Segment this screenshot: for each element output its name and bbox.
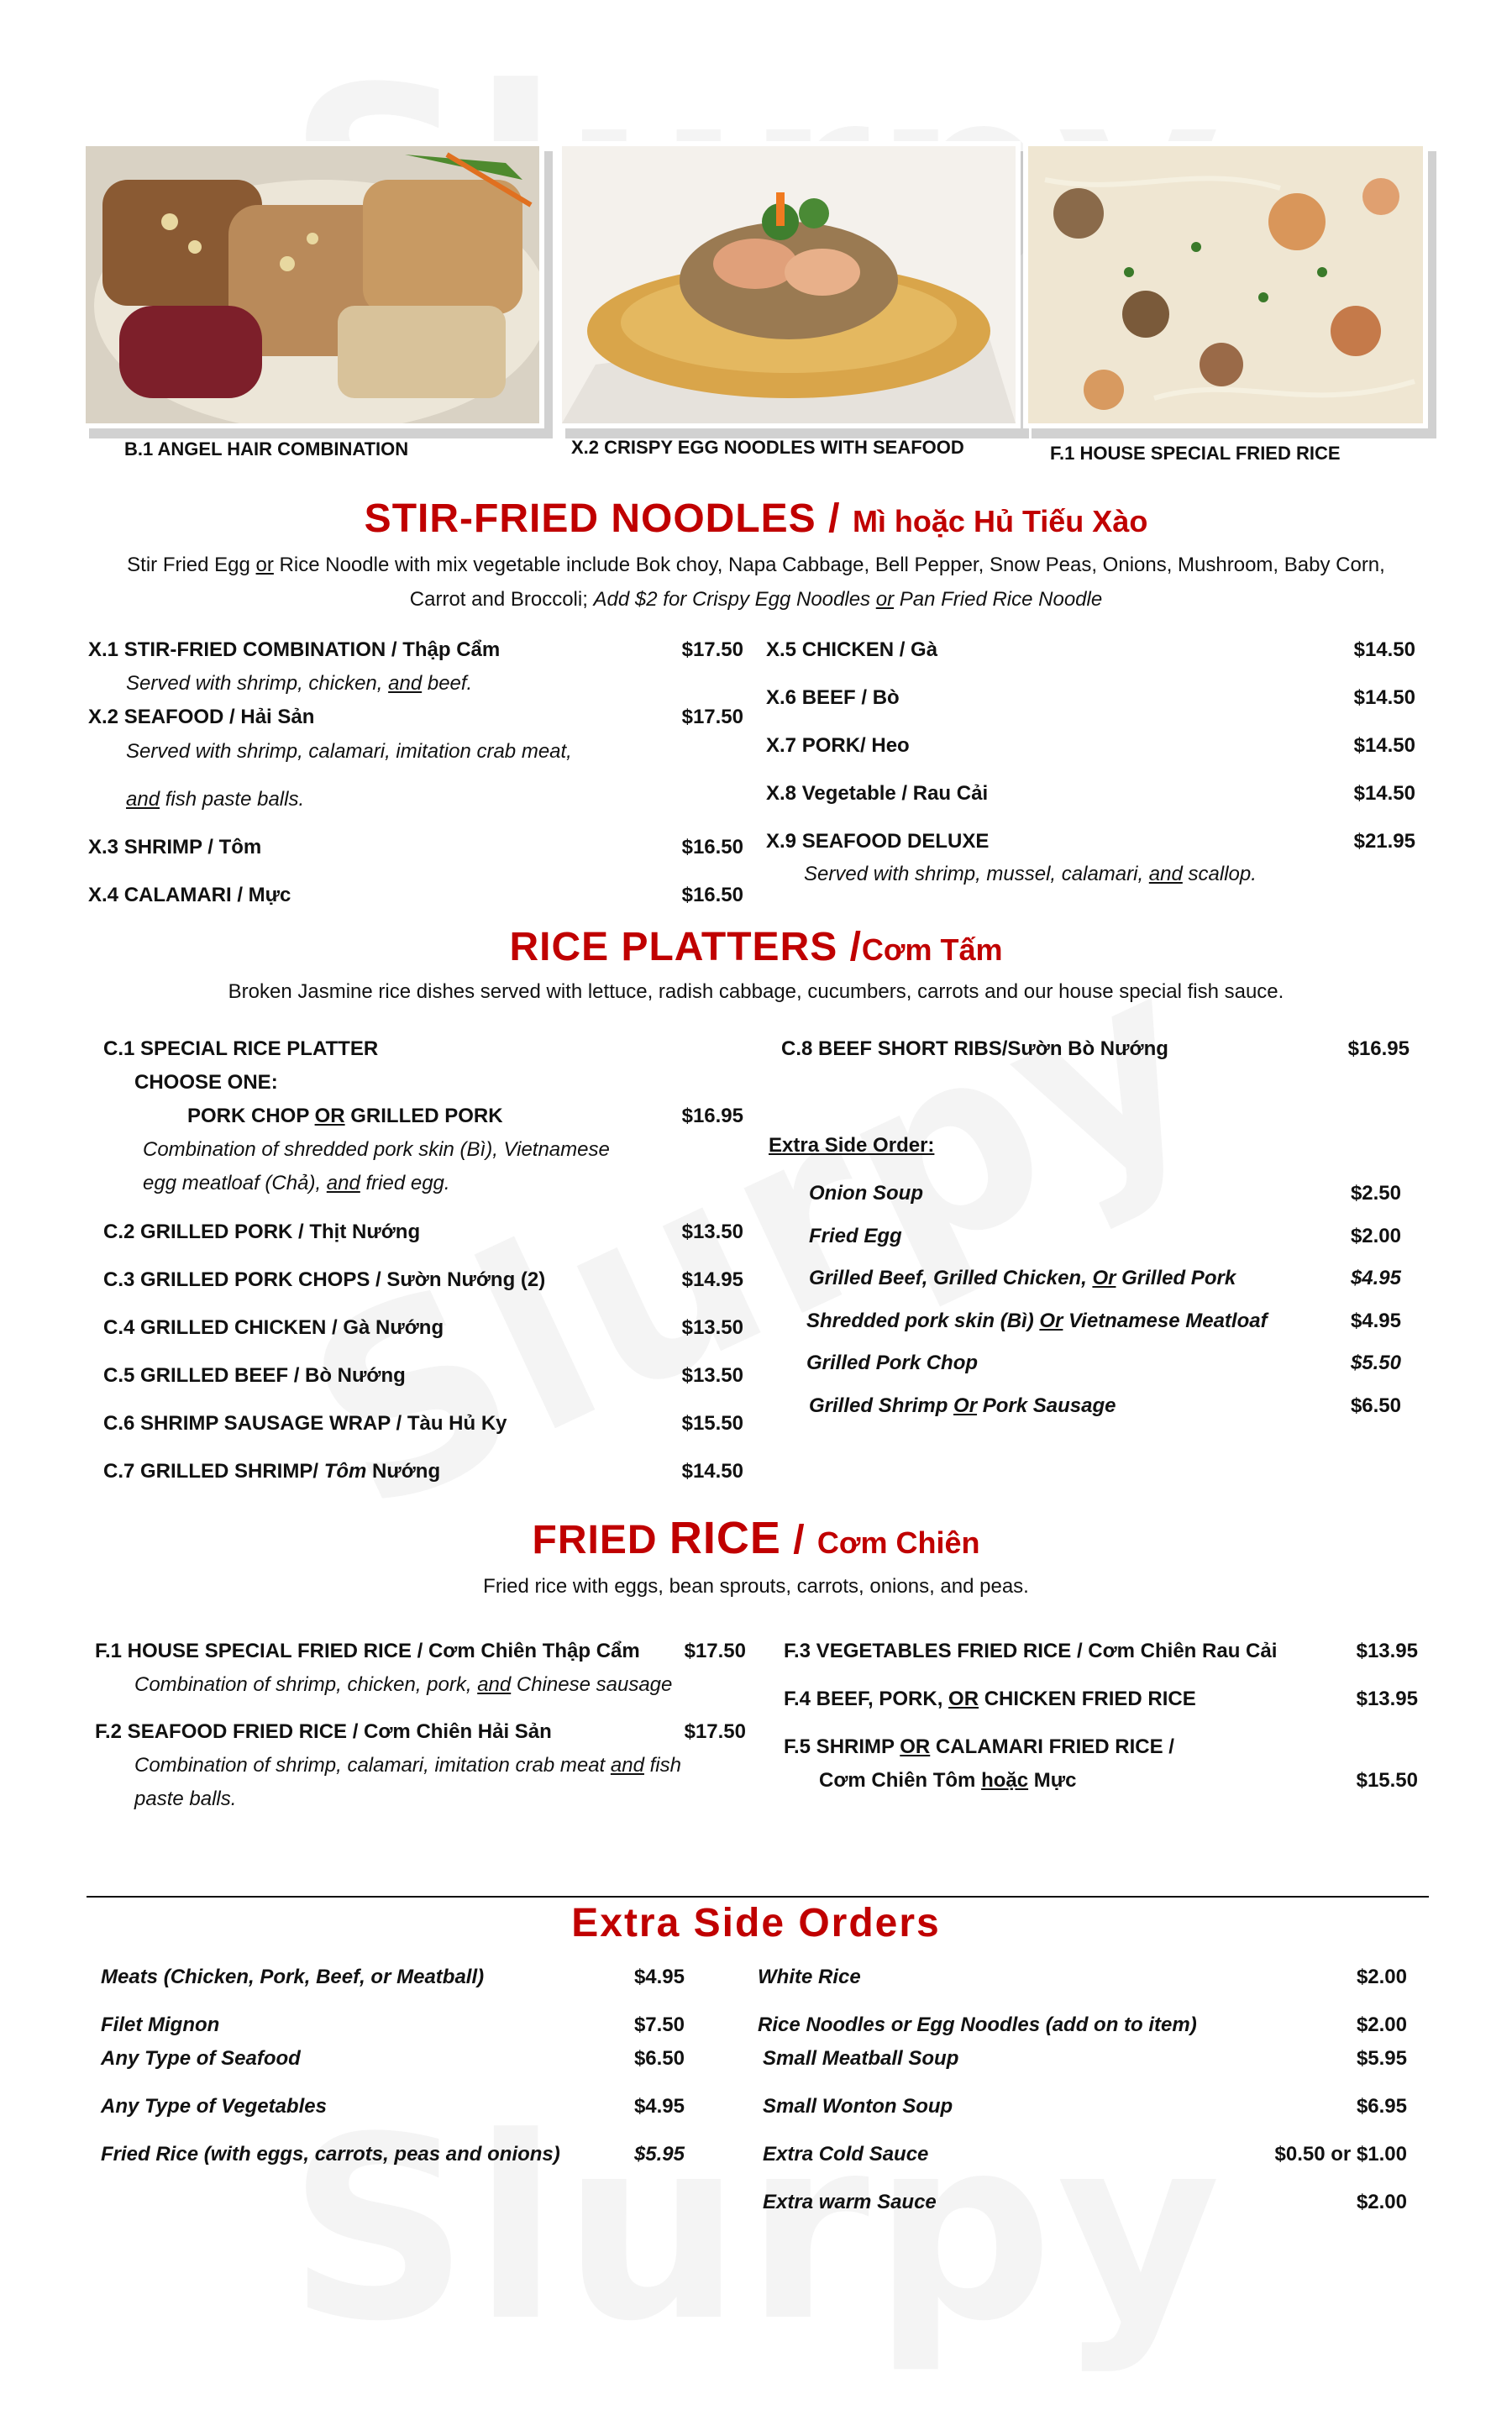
extra-grilled-pork-chop: Grilled Pork Chop (806, 1352, 979, 1374)
f4-or: OR (948, 1688, 979, 1710)
fried-rice-title (0, 1512, 1512, 1564)
menu-item-x2: X.2 SEAFOOD / Hải Sản (88, 706, 315, 728)
note-f1 (134, 1673, 672, 1697)
extra-grilled-meat-or: Or (1092, 1267, 1116, 1289)
price-filet-mignon: $7.50 (633, 2013, 685, 2036)
price-x9: $21.95 (1353, 830, 1415, 853)
menu-item-c4: C.4 GRILLED CHICKEN / Gà Nướng (103, 1316, 444, 1339)
stir-fried-title-text: STIR-FRIED NOODLES (364, 496, 816, 541)
menu-item-c3: C.3 GRILLED PORK CHOPS / Sườn Nướng (2) (103, 1268, 546, 1291)
note-f1-and: and (477, 1673, 512, 1696)
rice-platters-title (0, 924, 1512, 970)
note-x2-line2 (126, 788, 304, 811)
side-wonton-soup: Small Wonton Soup (763, 2095, 953, 2118)
price-cold-sauce: $0.50 or $1.00 (1274, 2143, 1407, 2166)
price-meatball-soup: $5.95 (1356, 2047, 1407, 2070)
stir-fried-title-viet: Mì hoặc Hủ Tiếu Xào (852, 504, 1148, 538)
f5-l2-hoac: hoặc (981, 1769, 1029, 1792)
note-f2-line1 (134, 1754, 681, 1777)
fried-title-viet: Cơm Chiên (816, 1525, 980, 1560)
extra-grilled-meat-b: Grilled Pork (1116, 1267, 1236, 1289)
price-x8: $14.50 (1353, 782, 1415, 805)
f5-l2-a: Cơm Chiên Tôm (819, 1769, 982, 1792)
price-grilled-meat: $4.95 (1350, 1267, 1401, 1289)
fried-title-c: / (780, 1518, 817, 1562)
extra-shredded-a: Shredded pork skin (Bì) (806, 1310, 1040, 1332)
stir-desc1-a: Stir Fried Egg (127, 554, 256, 576)
f5-a: F.5 SHRIMP (784, 1735, 900, 1758)
price-f1: $17.50 (684, 1640, 746, 1662)
extra-grilled-meat (809, 1267, 1236, 1290)
menu-item-c2: C.2 GRILLED PORK / Thịt Nướng (103, 1221, 421, 1243)
price-c2: $13.50 (681, 1221, 743, 1243)
side-meatball-soup: Small Meatball Soup (763, 2047, 959, 2070)
note-x2-and: and (126, 788, 160, 811)
stir-fried-title (0, 496, 1512, 542)
menu-item-c1: C.1 SPECIAL RICE PLATTER (103, 1037, 379, 1060)
note-f2-b: fish (643, 1754, 681, 1777)
price-x5: $14.50 (1353, 638, 1415, 661)
photo-angel-hair-combination (81, 141, 544, 428)
menu-item-f2: F.2 SEAFOOD FRIED RICE / Cơm Chiên Hải Sản (95, 1720, 552, 1743)
photo-house-special-fried-rice (1023, 141, 1428, 428)
stir-desc2-c: Pan Fried Rice Noodle (894, 588, 1103, 611)
extra-grilled-meat-a: Grilled Beef, Grilled Chicken, (809, 1267, 1093, 1289)
side-warm-sauce: Extra warm Sauce (763, 2191, 937, 2213)
side-white-rice: White Rice (758, 1966, 861, 1988)
price-shredded-pork-skin: $4.95 (1350, 1310, 1401, 1332)
f4-a: F.4 BEEF, PORK, (784, 1688, 949, 1710)
side-meats: Meats (Chicken, Pork, Beef, or Meatball) (101, 1966, 485, 1988)
side-fried-rice: Fried Rice (with eggs, carrots, peas and onions) (101, 2143, 560, 2166)
extra-shrimp-b: Pork Sausage (977, 1394, 1116, 1417)
note-x9-and: and (1148, 863, 1183, 885)
price-f3: $13.95 (1356, 1640, 1418, 1662)
photo-caption-1: B.1 ANGEL HAIR COMBINATION (124, 438, 409, 459)
extra-onion-soup: Onion Soup (809, 1182, 923, 1205)
note-f2-line2: paste balls. (134, 1788, 237, 1810)
stir-fried-desc-line2 (0, 582, 1512, 617)
price-warm-sauce: $2.00 (1356, 2191, 1407, 2213)
side-vegetables: Any Type of Vegetables (101, 2095, 327, 2118)
price-seafood: $6.50 (633, 2047, 685, 2070)
side-noodles: Rice Noodles or Egg Noodles (add on to item) (758, 2013, 1197, 2036)
price-x4: $16.50 (681, 884, 743, 906)
c1-option-b: GRILLED PORK (344, 1105, 503, 1127)
note-c1-line1: Combination of shredded pork skin (Bì), Vietnamese (143, 1138, 610, 1161)
note-f2-a: Combination of shrimp, calamari, imitation crab meat (134, 1754, 611, 1777)
side-seafood: Any Type of Seafood (101, 2047, 301, 2070)
note-x1 (126, 672, 472, 696)
c7-a: C.7 GRILLED SHRIMP/ (103, 1460, 324, 1483)
menu-item-c5: C.5 GRILLED BEEF / Bò Nướng (103, 1364, 406, 1387)
extra-grilled-shrimp (809, 1394, 1116, 1418)
extra-side-order-title: Extra Side Order: (769, 1134, 935, 1157)
menu-item-x5: X.5 CHICKEN / Gà (766, 638, 938, 661)
menu-item-f1: F.1 HOUSE SPECIAL FRIED RICE / Cơm Chiên Thập Cẩm (95, 1640, 640, 1662)
extra-side-orders-title (0, 1900, 1512, 1946)
rice-platters-title-text: RICE PLATTERS / (509, 925, 862, 969)
f4-b: CHICKEN FRIED RICE (979, 1688, 1196, 1710)
price-x6: $14.50 (1353, 686, 1415, 709)
note-c1-l2-b: fried egg. (360, 1172, 450, 1194)
price-wonton-soup: $6.95 (1356, 2095, 1407, 2118)
menu-item-f5 (784, 1735, 1174, 1759)
note-c1-l2-a: egg meatloaf (Chả), (143, 1172, 327, 1194)
price-f4: $13.95 (1356, 1688, 1418, 1710)
price-x2: $17.50 (681, 706, 743, 728)
note-x1-a: Served with shrimp, chicken, (126, 672, 389, 695)
price-x3: $16.50 (681, 836, 743, 858)
menu-item-x9: X.9 SEAFOOD DELUXE (766, 830, 990, 853)
note-c1-line2 (143, 1172, 450, 1195)
extra-shredded-or: Or (1039, 1310, 1063, 1332)
c1-option-a: PORK CHOP (187, 1105, 315, 1127)
fried-title-a: FRIED (532, 1518, 669, 1562)
price-c3: $14.95 (681, 1268, 743, 1291)
price-c4: $13.50 (681, 1316, 743, 1339)
menu-item-x3: X.3 SHRIMP / Tôm (88, 836, 262, 858)
stir-desc1-or: or (255, 554, 274, 576)
note-x1-and: and (388, 672, 423, 695)
note-x2-b: fish paste balls. (160, 788, 305, 811)
watermark-bottom (0, 2083, 1512, 2376)
price-noodles: $2.00 (1356, 2013, 1407, 2036)
price-grilled-shrimp: $6.50 (1350, 1394, 1401, 1417)
menu-item-c6: C.6 SHRIMP SAUSAGE WRAP / Tàu Hủ Ky (103, 1412, 507, 1435)
extra-shredded-pork-skin (806, 1310, 1268, 1333)
c1-option-or: OR (314, 1105, 345, 1127)
price-c6: $15.50 (681, 1412, 743, 1435)
price-c5: $13.50 (681, 1364, 743, 1387)
stir-fried-title-slash: / (828, 496, 841, 541)
fried-rice-desc: Fried rice with eggs, bean sprouts, carrots, onions, and peas. (483, 1575, 1029, 1598)
note-c1-l2-and: and (326, 1172, 360, 1194)
rice-platters-desc: Broken Jasmine rice dishes served with lettuce, radish cabbage, cucumbers, carrots and our house special fish sauce. (228, 980, 1284, 1003)
price-x7: $14.50 (1353, 734, 1415, 757)
menu-item-f3: F.3 VEGETABLES FRIED RICE / Cơm Chiên Rau Cải (784, 1640, 1278, 1662)
note-f1-a: Combination of shrimp, chicken, pork, (134, 1673, 478, 1696)
price-meats: $4.95 (633, 1966, 685, 1988)
note-f2-and: and (610, 1754, 644, 1777)
fried-title-b: RICE (669, 1513, 781, 1563)
menu-item-c8: C.8 BEEF SHORT RIBS/Sườn Bò Nướng (781, 1037, 1168, 1060)
price-fried-rice: $5.95 (633, 2143, 685, 2166)
stir-desc2-b: Add $2 for Crispy Egg Noodles (593, 588, 876, 611)
photo-caption-2: X.2 CRISPY EGG NOODLES WITH SEAFOOD (571, 437, 964, 458)
price-c7: $14.50 (681, 1460, 743, 1483)
note-x9-a: Served with shrimp, mussel, calamari, (804, 863, 1149, 885)
note-x9-b: scallop. (1182, 863, 1257, 885)
f5-b: CALAMARI FRIED RICE / (930, 1735, 1174, 1758)
note-x1-b: beef. (422, 672, 473, 695)
note-x2-line1: Served with shrimp, calamari, imitation crab meat, (126, 740, 572, 763)
menu-item-x6: X.6 BEEF / Bò (766, 686, 900, 709)
menu-item-x1: X.1 STIR-FRIED COMBINATION / Thập Cẩm (88, 638, 501, 661)
stir-desc2-or: or (875, 588, 895, 611)
photo-crispy-egg-noodles (557, 141, 1021, 428)
menu-item-f4 (784, 1688, 1196, 1711)
c1-choose-one: CHOOSE ONE: (134, 1071, 278, 1094)
c7-b: Nướng (366, 1460, 441, 1483)
price-onion-soup: $2.50 (1350, 1182, 1401, 1205)
menu-item-x4: X.4 CALAMARI / Mực (88, 884, 291, 906)
price-f2: $17.50 (684, 1720, 746, 1743)
price-f5: $15.50 (1356, 1769, 1418, 1792)
c7-italic: Tôm (323, 1460, 367, 1483)
stir-fried-desc-line1 (0, 548, 1512, 583)
f5-or: OR (900, 1735, 931, 1758)
price-c8: $16.95 (1347, 1037, 1410, 1060)
rice-platters-title-viet: Cơm Tấm (861, 932, 1003, 967)
photo-caption-3: F.1 HOUSE SPECIAL FRIED RICE (1050, 443, 1341, 464)
price-white-rice: $2.00 (1356, 1966, 1407, 1988)
menu-item-f5-viet (819, 1769, 1076, 1793)
price-grilled-pork-chop: $5.50 (1350, 1352, 1401, 1374)
menu-item-x8: X.8 Vegetable / Rau Cải (766, 782, 989, 805)
price-vegetables: $4.95 (633, 2095, 685, 2118)
side-cold-sauce: Extra Cold Sauce (763, 2143, 929, 2166)
note-f1-b: Chinese sausage (511, 1673, 673, 1696)
extra-shrimp-or: Or (953, 1394, 978, 1417)
f5-l2-b: Mực (1028, 1769, 1077, 1792)
extra-fried-egg: Fried Egg (809, 1225, 902, 1247)
side-filet-mignon: Filet Mignon (101, 2013, 220, 2036)
extra-shredded-b: Vietnamese Meatloaf (1063, 1310, 1268, 1332)
section-divider (87, 1896, 1429, 1898)
price-x1: $17.50 (681, 638, 743, 661)
stir-desc1-b: Rice Noodle with mix vegetable include Bok choy, Napa Cabbage, Bell Pepper, Snow Peas, Onions, Mushroom, Baby Corn, (273, 554, 1385, 576)
extra-side-orders-title-text: Extra Side Orders (571, 1901, 941, 1945)
note-x9 (804, 863, 1257, 886)
c1-options (187, 1105, 503, 1128)
extra-shrimp-a: Grilled Shrimp (809, 1394, 954, 1417)
menu-item-c7 (103, 1460, 440, 1483)
price-fried-egg: $2.00 (1350, 1225, 1401, 1247)
menu-item-x7: X.7 PORK/ Heo (766, 734, 910, 757)
price-c1: $16.95 (681, 1105, 743, 1127)
stir-desc2-a: Carrot and Broccoli; (409, 588, 594, 611)
